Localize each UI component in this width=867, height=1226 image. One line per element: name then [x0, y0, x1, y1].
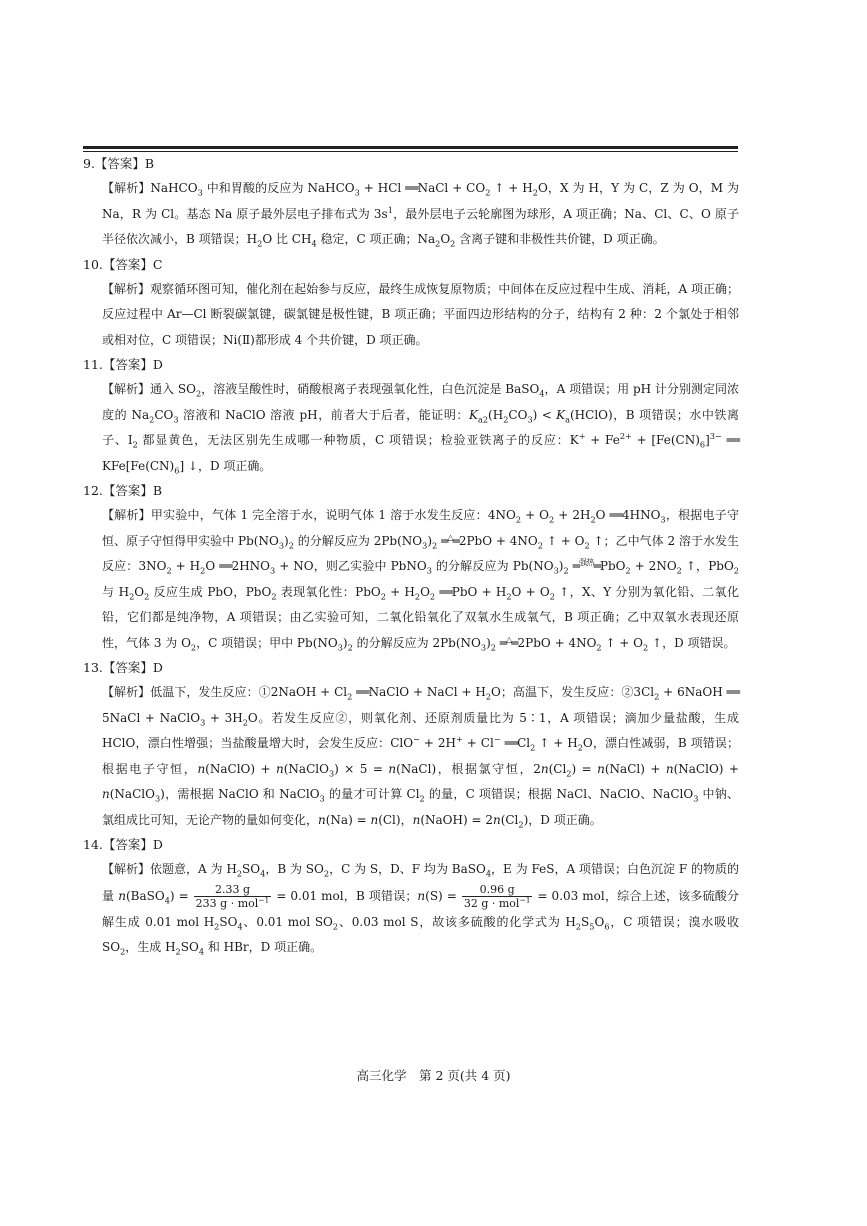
answer-head: 13.【答案】D	[83, 660, 163, 675]
answer-head: 10.【答案】C	[83, 256, 163, 272]
explanation: 【解析】通入 $SO_2$，溶液呈酸性时，硝酸根离子表现强氧化性，白色沉淀是 BaSO$_4$，A 项错误；用 pH 计分别测定同浓度的 $Na_2CO_3$ 溶液和 NaClO 溶液 pH，前者大于后者，能证明：$K_{a2}(H_2CO_3)$ < $K_a(HClO)$，B 项错误；水中铁离子、$I_2$ 都显黄色，无法区别先生成哪一种物质，C 项错误；检验亚铁离子的反应：$K^+ + Fe^{2+} + [Fe(CN)_6]^{3-}$ ══ $KFe[Fe(CN)_6]$ ↓，D 项正确。	[102, 382, 739, 475]
answer-head: 9.【答案】B	[83, 156, 155, 171]
answer-head: 14.【答案】D	[83, 837, 163, 852]
answer-item-14	[83, 837, 739, 961]
answer-item-12	[83, 483, 739, 656]
explanation: 【解析】NaHCO$_3$ 中和胃酸的反应为 NaHCO$_3$ + HCl ══NaCl + $CO_2$ ↑ + $H_2O$，X 为 H，Y 为 C，Z 为 O，M 为 Na，R 为 Cl。基态 Na 原子最外层电子排布式为 $3s^1$，最外层电子云轮廓图为球形，A 项正确；Na、Cl、C、O 原子半径依次减小，B 项错误；$H_2O$ 比 $CH_4$ 稳定，C 项正确；$Na_2O_2$ 含离子键和非极性共价键，D 项正确。	[102, 181, 739, 249]
answer-item-11	[83, 357, 739, 479]
header-rule	[83, 146, 738, 149]
answer-item-13	[83, 660, 739, 833]
explanation: 【解析】低温下，发生反应：①2NaOH + $Cl_2$ ══NaClO + NaCl + $H_2O$；高温下，发生反应：$②3Cl_2$ + 6NaOH ══ 5NaCl + NaClO$_3$ + $3H_2O$。若发生反应②，则氧化剂、还原剂质量比为 5∶1，A 项错误；滴加少量盐酸，生成 HClO，漂白性增强；当盐酸量增大时，会发生反应：ClO− + 2H+ + Cl− $══Cl_2$ ↑ + $H_2O$，漂白性减弱，B 项错误；根据电子守恒，n(NaClO) + n(NaClO$_3$) × 5 = n(NaCl)，根据氯守恒，$2n(Cl_2)$ = n(NaCl) + n(NaClO) + n(NaClO$_3$)，需根据 NaClO 和 NaClO$_3$ 的量才可计算 $Cl_2$ 的量，C 项错误；根据 NaCl、NaClO、NaClO$_3$ 中钠、氯组成比可知，无论产物的量如何变化，n(Na) = n(Cl)，n(NaOH) = $2n(Cl_2)$，D 项正确。	[102, 685, 739, 829]
page-footer: 高三化学 第 2 页(共 4 页)	[356, 1068, 511, 1083]
answer-item-10	[83, 257, 739, 354]
answer-head: 11.【答案】D	[83, 357, 163, 372]
answer-head: 12.【答案】B	[83, 483, 163, 498]
explanation: 【解析】观察循环图可知，催化剂在起始参与反应，最终生成恢复原物质；中间体在反应过程中生成、消耗，A 项正确；反应过程中 Ar—Cl 断裂碳氯键，碳氯键是极性键，B 项正确；平面四边形结构的分子，结构有 2 种：2 个氯处于相邻或相对位，C 项错误；Ni(Ⅱ)都形成 4 个共价键，D 项正确。	[102, 281, 739, 347]
explanation: 【解析】依题意，A 为 $H_2SO_4$，B 为 $SO_2$，C 为 S，D、F 均为 BaSO$_4$，E 为 FeS，A 项错误；白色沉淀 F 的物质的量 n(BaSO$_4$) = $\frac{2.33 g}{233 g \cdot mol^{-1}}$ = 0.01 mol，B 项错误；n(S) = $\frac{0.96 g}{32 g \cdot mol^{-1}}$ = 0.03 mol，综合上述，该多硫酸分解生成 0.01 mol $H_2SO_4$、0.01 mol $SO_2$、0.03 mol S，故该多硫酸的化学式为 $H_2S_5O_6$，C 项错误；溴水吸收 $SO_2$，生成 $H_2SO_4$ 和 HBr，D 项正确。	[102, 862, 740, 957]
answer-item-9	[83, 156, 739, 253]
answer-list	[83, 156, 739, 965]
header-rule-thin	[83, 151, 738, 152]
explanation: 【解析】甲实验中，气体 1 完全溶于水，说明气体 1 溶于水发生反应：$4NO_2 + O_2 + 2H_2O$ $══4HNO_3$，根据电子守恒、原子守恒得甲实验中 $Pb(NO_3)_2$ 的分解反应为 $2Pb(NO_3)_2$ ═△═2PbO + $4NO_2$ ↑ + $O_2$ ↑；乙中气体 2 溶于水发生反应：$3NO_2 + H_2O$ $══2HNO_3$ + NO，则乙实验中 PbNO$_3$ 的分解反应为 $Pb(NO_3)_2$ ═$^{强热}$═PbO$_2$ + $2NO_2$ ↑，PbO$_2$ 与 $H_2O_2$ 反应生成 PbO，PbO$_2$ 表现氧化性：$PbO_2 + H_2O_2$ ══PbO + $H_2O + O_2$ ↑，X、Y 分别为氧化铅、二氧化铅，它们都是纯净物，A 项错误；由乙实验可知，二氧化铅氧化了双氧水生成氧气，B 项正确；乙中双氧水表现还原性，气体 3 为 $O_2$，C 项错误；甲中 $Pb(NO_3)_2$ 的分解反应为 $2Pb(NO_3)_2$ ═△═2PbO + $4NO_2$ ↑ + $O_2$ ↑，D 项错误。	[102, 508, 740, 652]
